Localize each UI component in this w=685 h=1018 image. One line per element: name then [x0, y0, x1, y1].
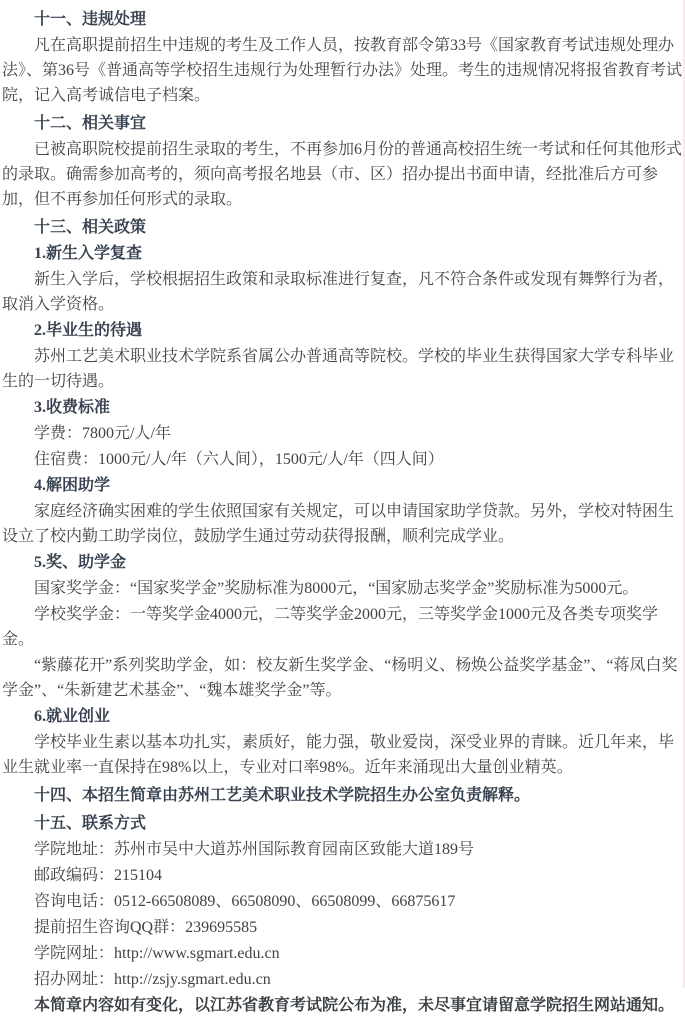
para-graduate-treatment: 苏州工艺美术职业技术学院系省属公办普通高等院校。学校的毕业生获得国家大学专科毕业生的一切待遇。 — [2, 348, 675, 390]
section-heading-12-related-matters: 十二、相关事宜 — [34, 115, 147, 132]
section-heading-13-related-policies: 十三、相关政策 — [34, 219, 147, 236]
para-employment-entrepreneurship: 学校毕业生素以基本功扎实，素质好，能力强，敬业爱岗，深受业界的青睐。近几年来，毕业生就业率一直保持在98%以上，专业对口率98%。近年来涌现出大量创业精英。 — [2, 734, 675, 776]
subheading-scholarships: 5.奖、助学金 — [34, 554, 127, 571]
para-college-website-url: 学院网址：http://www.sgmart.edu.cn — [34, 945, 280, 962]
document-body — [0, 7, 685, 1018]
para-college-address: 学院地址：苏州市吴中大道苏州国际教育园南区致能大道189号 — [34, 841, 475, 858]
para-admissions-website-url: 招办网址：http://zsjy.sgmart.edu.cn — [34, 971, 271, 988]
para-school-scholarship: 学校奖学金：一等奖学金4000元，二等奖学金2000元，三等奖学金1000元及各类专项奖学金。 — [2, 606, 659, 648]
para-financial-aid: 家庭经济确实困难的学生依照国家有关规定，可以申请国家助学贷款。另外，学校对特困生设立了校内勤工助学岗位，鼓励学生通过劳动获得报酬，顺利完成学业。 — [2, 503, 675, 545]
para-qq-group: 提前招生咨询QQ群：239695585 — [34, 919, 258, 936]
subheading-fee-standard: 3.收费标准 — [34, 399, 111, 416]
section-heading-14-interpretation: 十四、本招生简章由苏州工艺美术职业技术学院招生办公室负责解释。 — [34, 787, 531, 804]
para-violation-handling: 凡在高职提前招生中违规的考生及工作人员，按教育部令第33号《国家教育考试违规处理办法》、第36号《普通高等学校招生违规行为处理暂行办法》处理。考生的违规情况将报省教育考试院，记入高考诚信电子档案。 — [2, 37, 683, 104]
para-wisteria-scholarship-series: “紫藤花开”系列奖助学金，如：校友新生奖学金、“杨明义、杨焕公益奖学基金”、“蒋凤白奖学金”、“朱新建艺术基金”、“魏本雄奖学金”等。 — [2, 657, 678, 699]
subheading-graduate-treatment: 2.毕业生的待遇 — [34, 322, 143, 339]
subheading-freshman-recheck: 1.新生入学复查 — [34, 245, 143, 262]
para-consult-phone: 咨询电话：0512-66508089、66508090、66508099、66875617 — [34, 893, 456, 910]
section-heading-11-violation-handling: 十一、违规处理 — [34, 11, 147, 28]
para-related-matters: 已被高职院校提前招生录取的考生，不再参加6月份的普通高校招生统一考试和任何其他形式的录取。确需参加高考的，须向高考报名地县（市、区）招办提出书面申请，经批准后方可参加，但不再参加任何形式的录取。 — [2, 141, 683, 208]
para-postal-code: 邮政编码：215104 — [34, 867, 163, 884]
para-tuition-fee: 学费：7800元/人/年 — [34, 425, 171, 442]
subheading-financial-aid: 4.解困助学 — [34, 477, 111, 494]
para-accommodation-fee: 住宿费：1000元/人/年（六人间），1500元/人/年（四人间） — [34, 451, 444, 468]
para-freshman-recheck: 新生入学后，学校根据招生政策和录取标准进行复查，凡不符合条件或发现有舞弊行为者，取消入学资格。 — [2, 271, 675, 313]
subheading-employment-entrepreneurship: 6.就业创业 — [34, 708, 111, 725]
para-national-scholarship: 国家奖学金：“国家奖学金”奖励标准为8000元，“国家励志奖学金”奖励标准为5000元。 — [34, 580, 639, 597]
note-disclaimer: 本简章内容如有变化，以江苏省教育考试院公布为准，未尽事宜请留意学院招生网站通知。 — [34, 997, 675, 1014]
section-heading-15-contact-info: 十五、联系方式 — [34, 815, 147, 832]
